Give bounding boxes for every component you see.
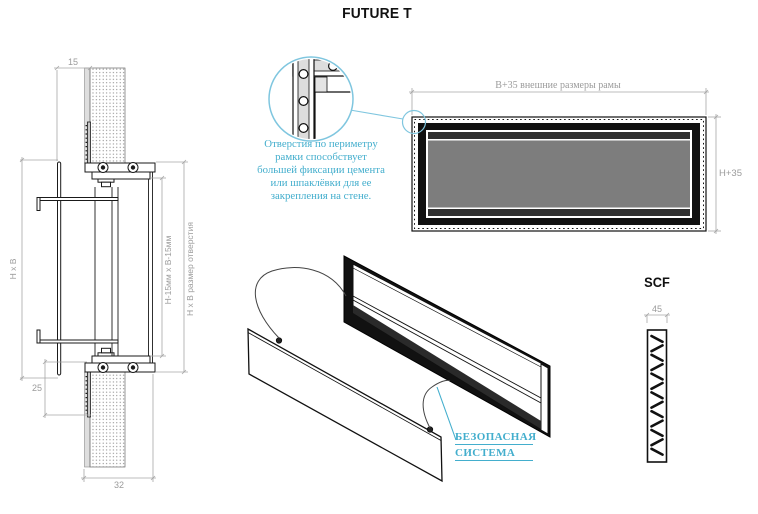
dim-label-32: 32 (113, 480, 124, 490)
grille-flap-panel (37, 162, 118, 375)
grille-face (428, 132, 690, 216)
scf-profile-view (644, 313, 670, 462)
callout-leader-line (350, 110, 403, 119)
dim-label-frame-width: B+35 внешние размеры рамы (495, 80, 621, 91)
wall-hatch-top (90, 68, 125, 163)
scf-label: SCF (644, 275, 670, 290)
page-title: FUTURE T (342, 5, 412, 22)
frame-profile-top (85, 163, 155, 187)
frame-flange-top (88, 122, 91, 163)
dim-label-frame-height: H+35 (719, 168, 742, 179)
dim-label-grille-size: H-15мм x B-15мм (163, 235, 173, 305)
dim-label-25: 25 (31, 383, 42, 393)
frame-profile-bottom (85, 348, 155, 372)
cable-anchor-screw (276, 338, 282, 344)
frame-flange-bottom (88, 372, 91, 417)
dim-label-opening-size: H x B размер отверстия (185, 222, 195, 316)
dim-label-hxb-left: H x B (8, 258, 18, 280)
dim-label-15: 15 (67, 57, 78, 67)
front-view (403, 88, 722, 234)
safety-label-leader-line (437, 387, 456, 440)
callout-annotation: Отверстия по периметру рамки способствует большей фиксации цемента или шпаклёвки для ее закрепления на стене. (257, 138, 385, 202)
scf-dimension (644, 313, 670, 323)
wall-hatch-bottom (90, 372, 125, 467)
dim-label-45: 45 (651, 304, 662, 314)
detail-callout-circle (269, 55, 403, 145)
safety-system-label: БЕЗОПАСНАЯ СИСТЕМА (455, 431, 537, 459)
